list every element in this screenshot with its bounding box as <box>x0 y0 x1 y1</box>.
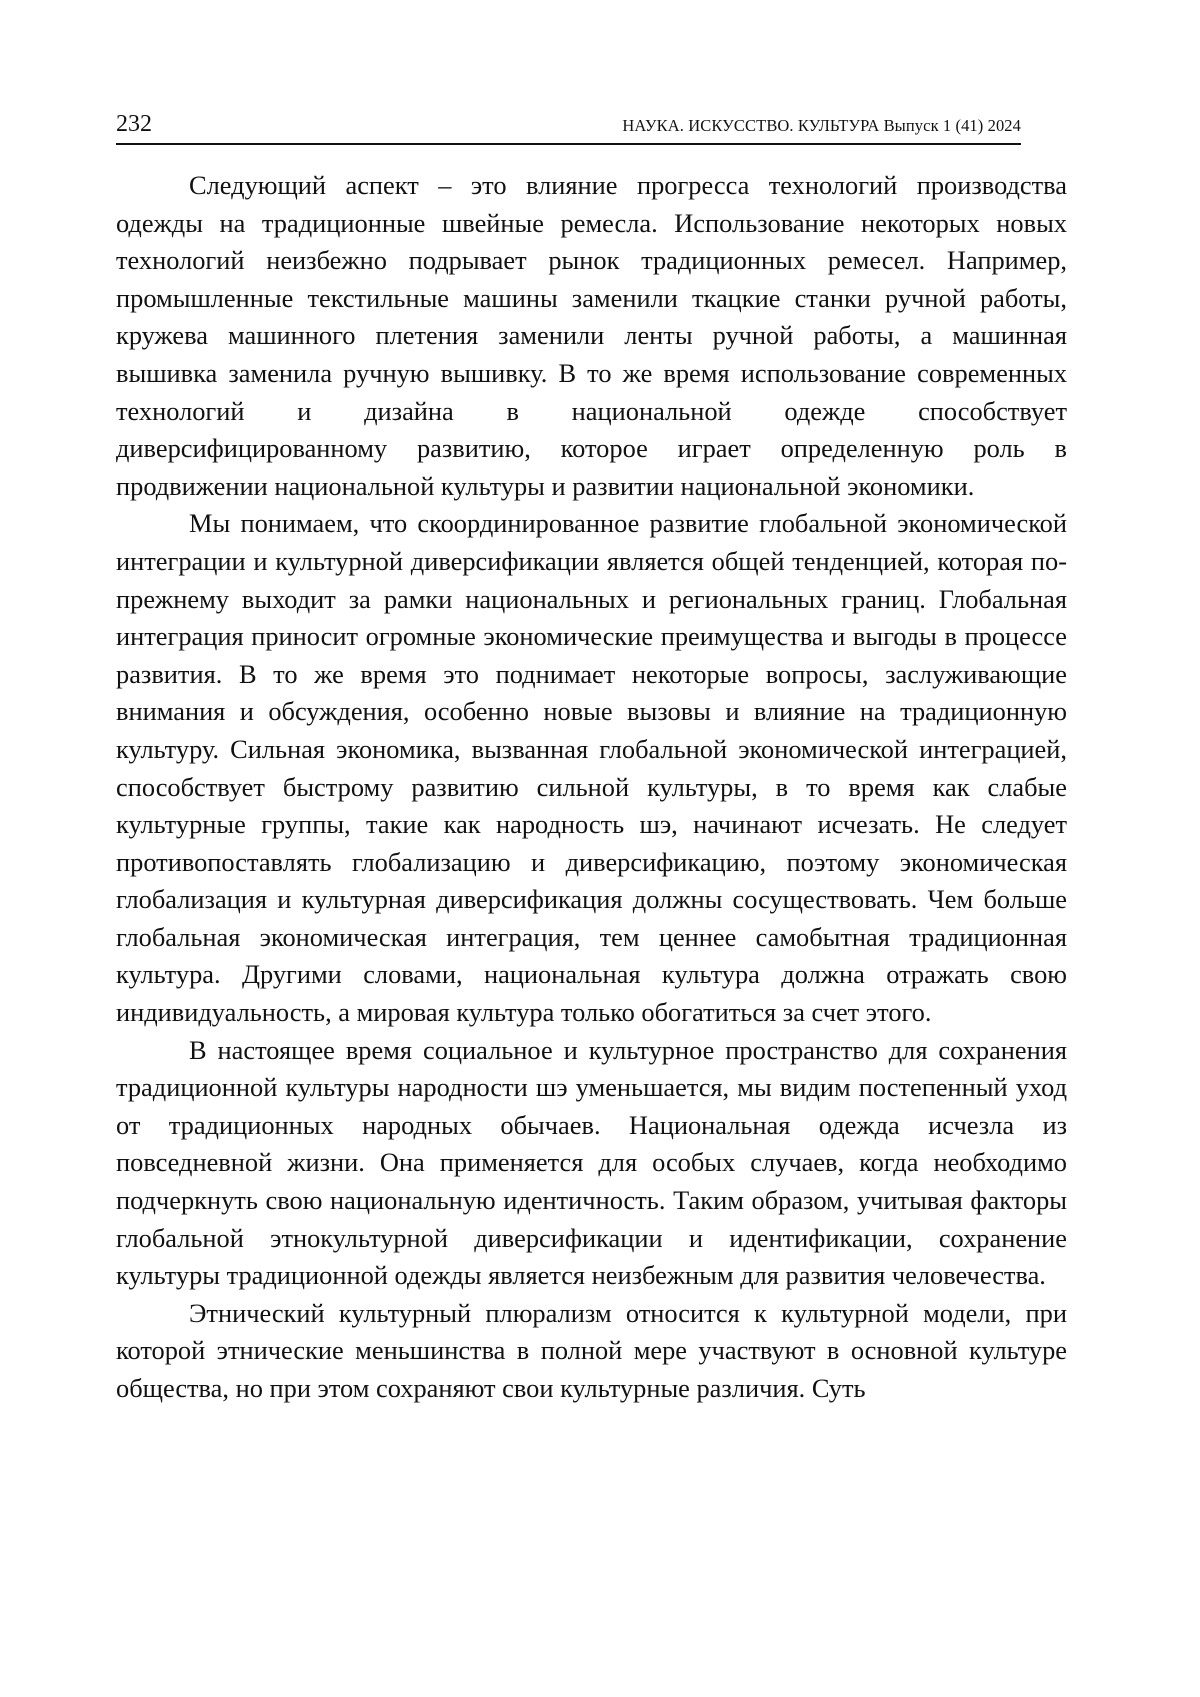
page-number: 232 <box>116 112 152 136</box>
page <box>116 112 1067 1408</box>
paragraph-4: Этнический культурный плюрализм относится к культурной модели, при которой этнические меньшинства в полной мере участвуют в основной культуре общества, но при этом сохраняют свои культурные различия. Суть <box>116 1295 1067 1408</box>
paragraph-3: В настоящее время социальное и культурное пространство для сохранения традиционной культуры народности шэ уменьшается, мы видим постепенный уход от традиционных народных обычаев. Национальная одежда исчезла из повседневной жизни. Она применяется для особых случаев, когда необходимо подчеркнуть свою национальную идентичность. Таким образом, учитывая факторы глобальной этнокультурной диверсификации и идентификации, сохранение культуры традиционной одежды является неизбежным для развития человечества. <box>116 1032 1067 1295</box>
paragraph-2: Мы понимаем, что скоординированное развитие глобальной экономической интеграции и культурной диверсификации является общей тенденцией, которая по-прежнему выходит за рамки национальных и региональных границ. Глобальная интеграция приносит огромные экономические преимущества и выгоды в процессе развития. В то же время это поднимает некоторые вопросы, заслуживающие внимания и обсуждения, особенно новые вызовы и влияние на традиционную культуру. Сильная экономика, вызванная глобальной экономической интеграцией, способствует быстрому развитию сильной культуры, в то время как слабые культурные группы, такие как народность шэ, начинают исчезать. Не следует противопоставлять глобализацию и диверсификацию, поэтому экономическая глобализация и культурная диверсификация должны сосуществовать. Чем больше глобальная экономическая интеграция, тем ценнее самобытная традиционная культура. Другими словами, национальная культура должна отражать свою индивидуальность, а мировая культура только обогатиться за счет этого. <box>116 505 1067 1031</box>
running-header <box>116 112 1021 145</box>
paragraph-1: Следующий аспект – это влияние прогресса технологий производства одежды на традиционные швейные ремесла. Использование некоторых новых технологий неизбежно подрывает рынок традиционных ремесел. Например, промышленные текстильные машины заменили ткацкие станки ручной работы, кружева машинного плетения заменили ленты ручной работы, а машинная вышивка заменила ручную вышивку. В то же время использование современных технологий и дизайна в национальной одежде способствует диверсифицированному развитию, которое играет определенную роль в продвижении национальной культуры и развитии национальной экономики. <box>116 167 1067 505</box>
body-text <box>116 167 1067 1408</box>
journal-title: НАУКА. ИСКУССТВО. КУЛЬТУРА Выпуск 1 (41) 2024 <box>622 116 1021 136</box>
